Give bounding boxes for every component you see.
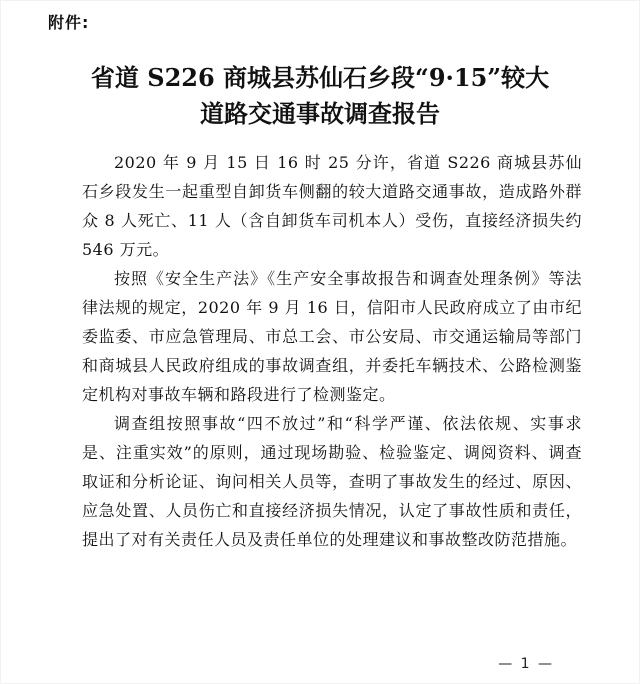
paragraph-2: 按照《安全生产法》《生产安全事故报告和调查处理条例》等法律法规的规定，2020 年 9 月 16 日，信阳市人民政府成立了由市纪委监委、市应急管理局、市总工会、市公安局、市交通运输局等部门和商城县人民政府组成的事故调查组，并委托车辆技术、公路检测鉴定机构对事故车辆和路段进行了检测鉴定。	[82, 269, 582, 404]
attachment-label: 附件:	[48, 13, 90, 32]
document-title: 省道 S226 商城县苏仙石乡段“9·15”较大道路交通事故调查报告	[90, 63, 550, 128]
page-number: — 1 —	[498, 656, 554, 672]
document-body	[82, 148, 582, 554]
paragraph-3: 调查组按照事故“四不放过”和“科学严谨、依法依规、实事求是、注重实效”的原则，通过现场勘验、检验鉴定、调阅资料、调查取证和分析论证、询问相关人员等，查明了事故发生的经过、原因、应急处置、人员伤亡和直接经济损失情况，认定了事故性质和责任，提出了对有关责任人员及责任单位的处理建议和事故整改防范措施。	[82, 414, 582, 549]
page-footer	[0, 656, 640, 678]
paragraph-1: 2020 年 9 月 15 日 16 时 25 分许，省道 S226 商城县苏仙石乡段发生一起重型自卸货车侧翻的较大道路交通事故，造成路外群众 8 人死亡、11 人（含自卸货车司机本人）受伤，直接经济损失约 546 万元。	[82, 153, 582, 259]
